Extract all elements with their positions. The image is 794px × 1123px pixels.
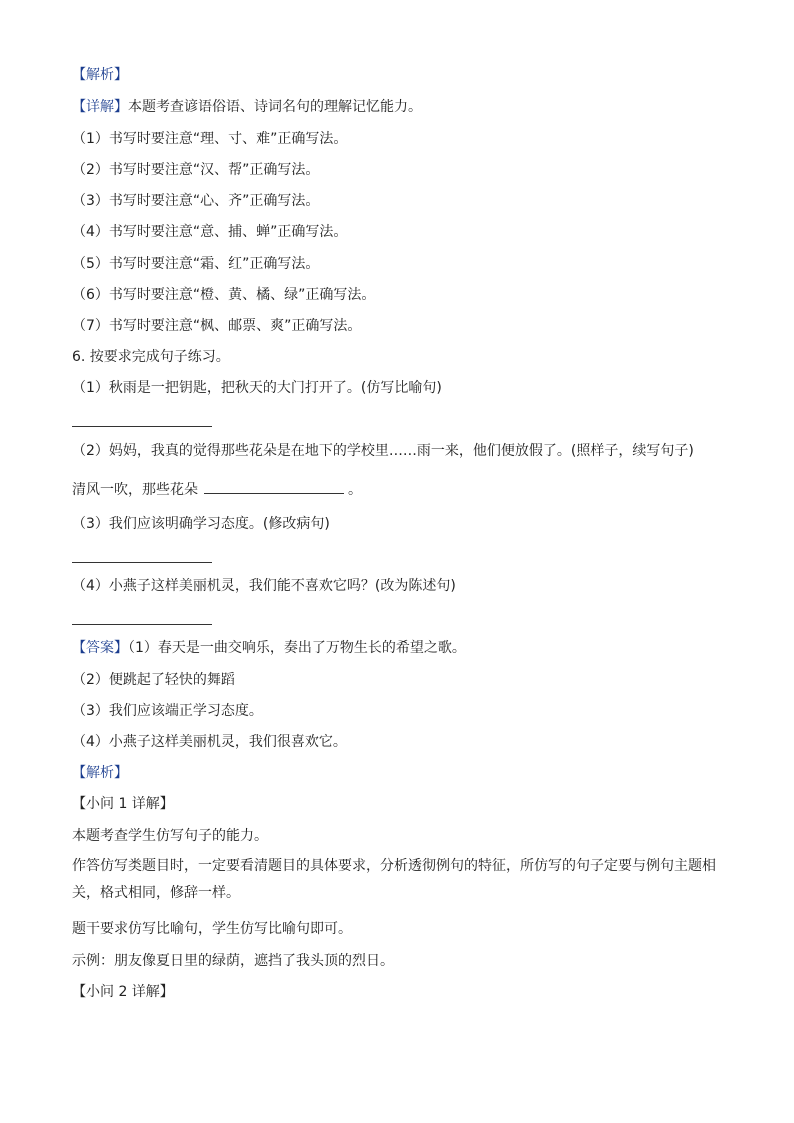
prompt-prefix: 清风一吹，那些花朵	[72, 482, 198, 498]
list-item: （7）书写时要注意“枫、邮票、爽”正确写法。	[72, 318, 362, 334]
answer-blank-1	[72, 426, 212, 427]
answer-2: （2）便跳起了轻快的舞蹈	[72, 672, 235, 688]
question-2: （2）妈妈，我真的觉得那些花朵是在地下的学校里……雨一来，他们便放假了。(照样子，续写句子)	[72, 443, 694, 459]
detail-tag: 【详解】	[72, 99, 128, 115]
analysis-text: 本题考查学生仿写句子的能力。	[72, 828, 268, 844]
question-title: 6. 按要求完成句子练习。	[72, 349, 230, 365]
answer-4: （4）小燕子这样美丽机灵，我们很喜欢它。	[72, 734, 347, 750]
sub-question-1-heading: 【小问 1 详解】	[72, 796, 174, 812]
list-item: （1）书写时要注意“理、寸、难”正确写法。	[72, 131, 348, 147]
prompt-suffix: 。	[348, 482, 362, 498]
answer-blank-3	[72, 562, 212, 563]
list-item: （4）书写时要注意“意、捕、蝉”正确写法。	[72, 224, 348, 240]
analysis-paragraph: 作答仿写类题目时，一定要看清题目的具体要求，分析透彻例句的特征，所仿写的句子定要与例句主题相关，格式相同，修辞一样。	[72, 858, 716, 901]
list-item: （2）书写时要注意“汉、帮”正确写法。	[72, 162, 320, 178]
answer-blank-2	[204, 479, 344, 494]
question-1: （1）秋雨是一把钥匙，把秋天的大门打开了。(仿写比喻句)	[72, 380, 442, 396]
detail-line	[72, 97, 422, 117]
analysis-text: 题干要求仿写比喻句，学生仿写比喻句即可。	[72, 921, 352, 937]
analysis-heading-2: 【解析】	[72, 765, 128, 781]
sub-question-2-heading: 【小问 2 详解】	[72, 984, 174, 1000]
question-4: （4）小燕子这样美丽机灵，我们能不喜欢它吗？(改为陈述句)	[72, 578, 456, 594]
example-text: 示例：朋友像夏日里的绿荫，遮挡了我头顶的烈日。	[72, 953, 394, 969]
answer-blank-4	[72, 624, 212, 625]
answer-3: （3）我们应该端正学习态度。	[72, 703, 263, 719]
question-2-prompt	[72, 479, 362, 499]
analysis-heading: 【解析】	[72, 67, 128, 83]
answer-tag: 【答案】	[72, 640, 128, 656]
list-item: （6）书写时要注意“橙、黄、橘、绿”正确写法。	[72, 287, 376, 303]
list-item: （5）书写时要注意“霜、红”正确写法。	[72, 256, 320, 272]
question-3: （3）我们应该明确学习态度。(修改病句)	[72, 516, 330, 532]
answer-line-1	[72, 638, 466, 658]
list-item: （3）书写时要注意“心、齐”正确写法。	[72, 193, 320, 209]
detail-text: 本题考查谚语俗语、诗词名句的理解记忆能力。	[128, 99, 422, 115]
answer-1: （1）春天是一曲交响乐，奏出了万物生长的希望之歌。	[128, 640, 466, 656]
